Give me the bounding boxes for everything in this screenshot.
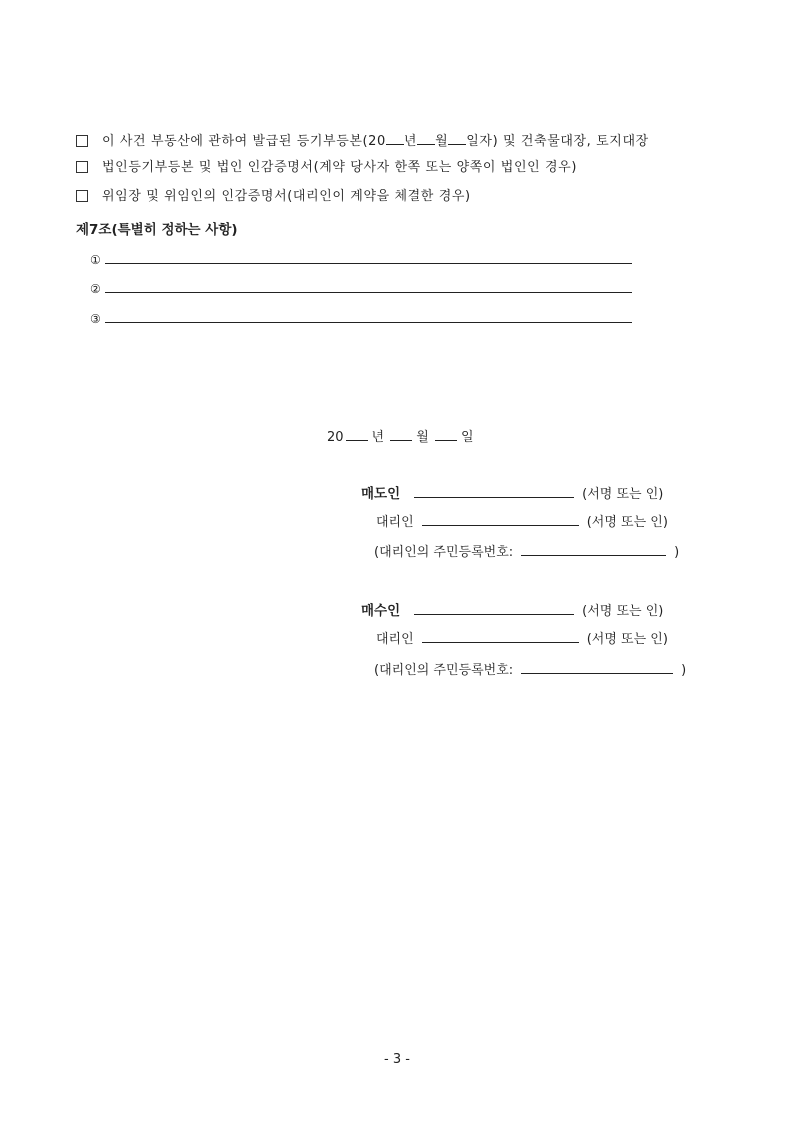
date-month-blank[interactable] [390, 426, 412, 441]
checkbox-delegation[interactable] [76, 190, 88, 202]
buyer-agent-sign-note: (서명 또는 인) [586, 632, 668, 647]
checkbox-registry[interactable] [76, 135, 88, 147]
page-number: - 3 - [384, 1052, 410, 1067]
seller-sign-note: (서명 또는 인) [582, 487, 664, 502]
seller-agent-id-line[interactable] [521, 541, 666, 556]
seller-agent-sign-note: (서명 또는 인) [586, 515, 668, 530]
seller-agent-row [376, 511, 668, 530]
checklist-item-registry [76, 130, 649, 148]
item-number: ① [90, 253, 101, 267]
buyer-agent-signature-line[interactable] [422, 628, 579, 643]
delegation-text: 위임장 및 위임인의 인감증명서(대리인이 계약을 체결한 경우) [102, 189, 471, 204]
seller-agent-id-close: ) [674, 545, 680, 560]
date-year-blank[interactable] [346, 426, 368, 441]
seller-signature-line[interactable] [414, 483, 574, 498]
item-number: ② [90, 282, 101, 296]
seller-label: 매도인 [361, 486, 401, 502]
day-blank[interactable] [448, 130, 466, 145]
special-item-1 [90, 249, 632, 267]
date-year-label: 년 [371, 430, 385, 445]
registry-text-month: 월 [435, 134, 449, 149]
buyer-agent-label: 대리인 [376, 632, 414, 647]
seller-agent-label: 대리인 [376, 515, 414, 530]
special-item-line[interactable] [105, 278, 632, 293]
contract-date [327, 426, 474, 445]
buyer-sign-note: (서명 또는 인) [582, 604, 664, 619]
buyer-agent-id-line[interactable] [521, 659, 673, 674]
checklist-item-corporate [76, 159, 577, 177]
date-day-blank[interactable] [435, 426, 457, 441]
seller-row [361, 482, 663, 502]
special-item-line[interactable] [105, 249, 632, 264]
seller-agent-signature-line[interactable] [422, 511, 579, 526]
buyer-agent-id-label: (대리인의 주민등록번호: [374, 663, 514, 678]
date-month-label: 월 [416, 430, 429, 445]
article7-title: 제7조(특별히 정하는 사항) [76, 222, 238, 238]
buyer-signature-line[interactable] [414, 600, 574, 615]
checklist-item-delegation [76, 188, 471, 206]
date-day-label: 일 [460, 430, 474, 445]
corporate-text: 법인등기부등본 및 법인 인감증명서(계약 당사자 한쪽 또는 양쪽이 법인인 경우) [102, 160, 577, 175]
special-item-2 [90, 278, 632, 296]
buyer-row [361, 599, 663, 619]
buyer-agent-row [376, 628, 668, 647]
year-blank[interactable] [386, 130, 404, 145]
registry-text-1: 이 사건 부동산에 관하여 발급된 등기부등본(20 [102, 134, 386, 149]
registry-text-2: 일자) 및 건축물대장, 토지대장 [466, 134, 649, 149]
item-number: ③ [90, 312, 101, 326]
special-item-3 [90, 308, 632, 326]
buyer-label: 매수인 [361, 603, 401, 619]
checkbox-corporate[interactable] [76, 161, 88, 173]
date-prefix: 20 [327, 430, 344, 445]
buyer-agent-id-close: ) [681, 663, 687, 678]
buyer-agent-id-row [374, 659, 686, 678]
special-item-line[interactable] [105, 308, 632, 323]
registry-text-year: 년 [403, 134, 418, 149]
seller-agent-id-row [374, 541, 679, 560]
seller-agent-id-label: (대리인의 주민등록번호: [374, 545, 514, 560]
month-blank[interactable] [417, 130, 435, 145]
